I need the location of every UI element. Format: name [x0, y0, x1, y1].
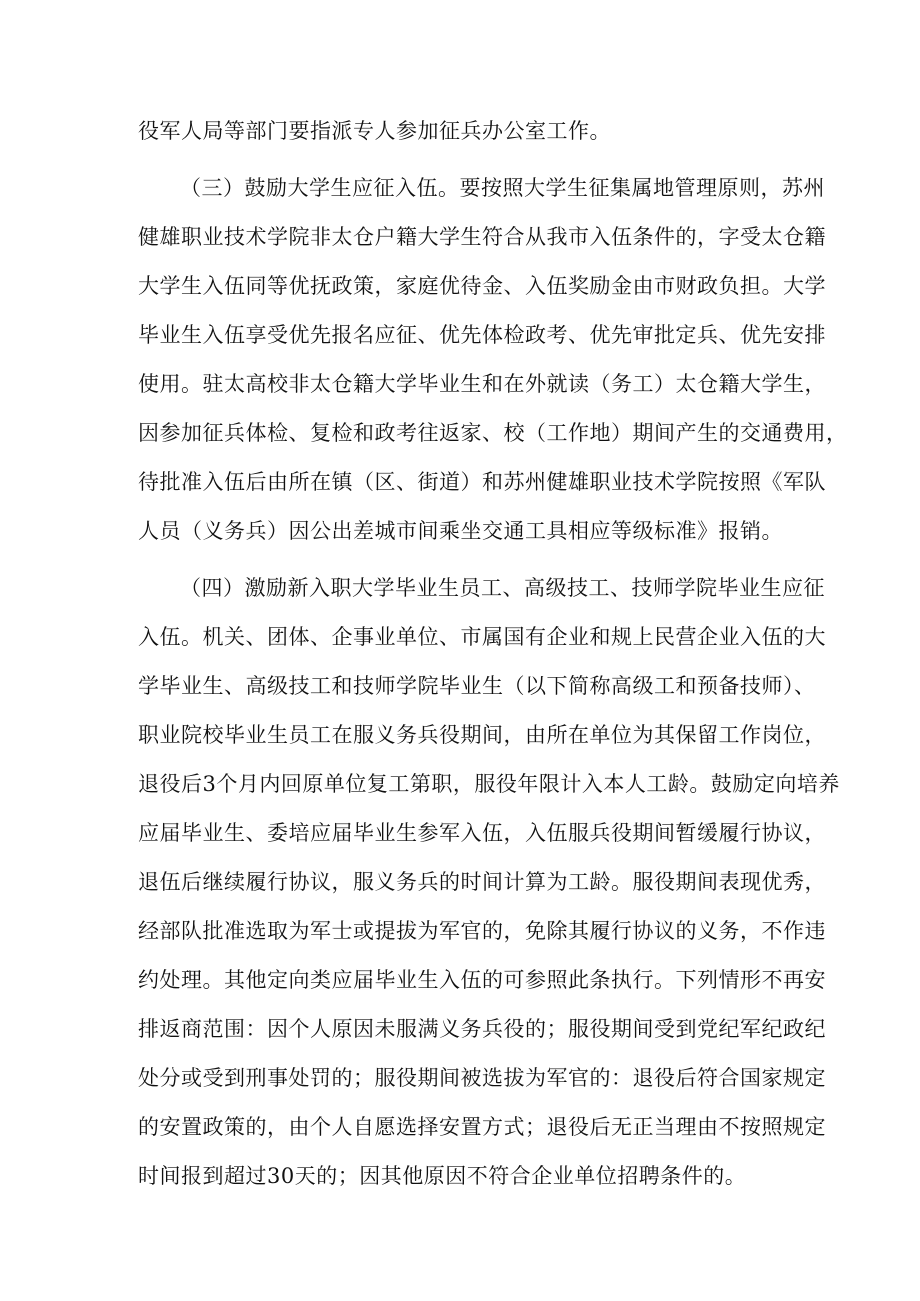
paragraph-incentive-new-employees: [138, 564, 840, 1201]
text-line: 退伍后继续履行协议，服义务兵的时间计算为工龄。服役期间表现优秀，: [138, 870, 826, 894]
text-line: 入伍。机关、团体、企事业单位、市属国有企业和规上民营企业入伍的大: [138, 625, 826, 649]
text-line: 职业院校毕业生员工在服义务兵役期间，由所在单位为其保留工作岗位，: [138, 723, 826, 747]
paragraph-encourage-college-students: [138, 164, 848, 556]
text-line: 退役后3个月内回原单位复工第职，服役年限计入本人工龄。鼓励定向培养: [138, 772, 840, 796]
text-line: 健雄职业技术学院非太仓户籍大学生符合从我市入伍条件的，字受太仓籍: [138, 225, 826, 249]
text-line: 约处理。其他定向类应届毕业生入伍的可参照此条执行。下列情形不再安: [138, 968, 826, 992]
paragraph-continuation: [138, 107, 806, 156]
document-body: [138, 107, 848, 1201]
text-line: 大学生入伍同等优抚政策，家庭优待金、入伍奖励金由市财政负担。大学: [138, 274, 826, 298]
text-line: 处分或受到刑事处罚的；服役期间被选拔为军官的：退役后符合国家规定: [138, 1066, 826, 1090]
text-line: 因参加征兵体检、复检和政考往返家、校（工作地）期间产生的交通费用，: [138, 421, 848, 445]
text-line: 学毕业生、高级技工和技师学院毕业生（以下简称高级工和预备技师）、: [138, 674, 816, 698]
text-line: （三）鼓励大学生应征入伍。要按照大学生征集属地管理原则，苏州: [180, 176, 825, 200]
text-line: 的安置政策的，由个人自愿选择安置方式；退役后无正当理由不按照规定: [138, 1115, 826, 1139]
text-line: （四）激励新入职大学毕业生员工、高级技工、技师学院毕业生应征: [180, 576, 825, 600]
text-line: 待批准入伍后由所在镇（区、街道）和苏州健雄职业技术学院按照《军队: [138, 470, 826, 494]
paragraph-gap: [138, 556, 806, 564]
text-line: 应届毕业生、委培应届毕业生参军入伍，入伍服兵役期间暂缓履行协议，: [138, 821, 826, 845]
text-line: 毕业生入伍享受优先报名应征、优先体检政考、优先审批定兵、优先安排: [138, 323, 826, 347]
paragraph-gap: [138, 156, 806, 164]
text-line: 时间报到超过30天的；因其他原因不符合企业单位招聘条件的。: [138, 1164, 747, 1188]
text-line: 人员（义务兵）因公出差城市间乘坐交通工具相应等级标准》报销。: [138, 519, 783, 543]
text-line: 排返商范围：因个人原因未服满义务兵役的；服役期间受到党纪军纪政纪: [138, 1017, 826, 1041]
text-line: 役军人局等部门要指派专人参加征兵办公室工作。: [138, 119, 611, 143]
text-line: 使用。驻太高校非太仓籍大学毕业生和在外就读（务工）太仓籍大学生，: [138, 372, 826, 396]
text-line: 经部队批准选取为军士或提拔为军官的，免除其履行协议的义务，不作违: [138, 919, 826, 943]
